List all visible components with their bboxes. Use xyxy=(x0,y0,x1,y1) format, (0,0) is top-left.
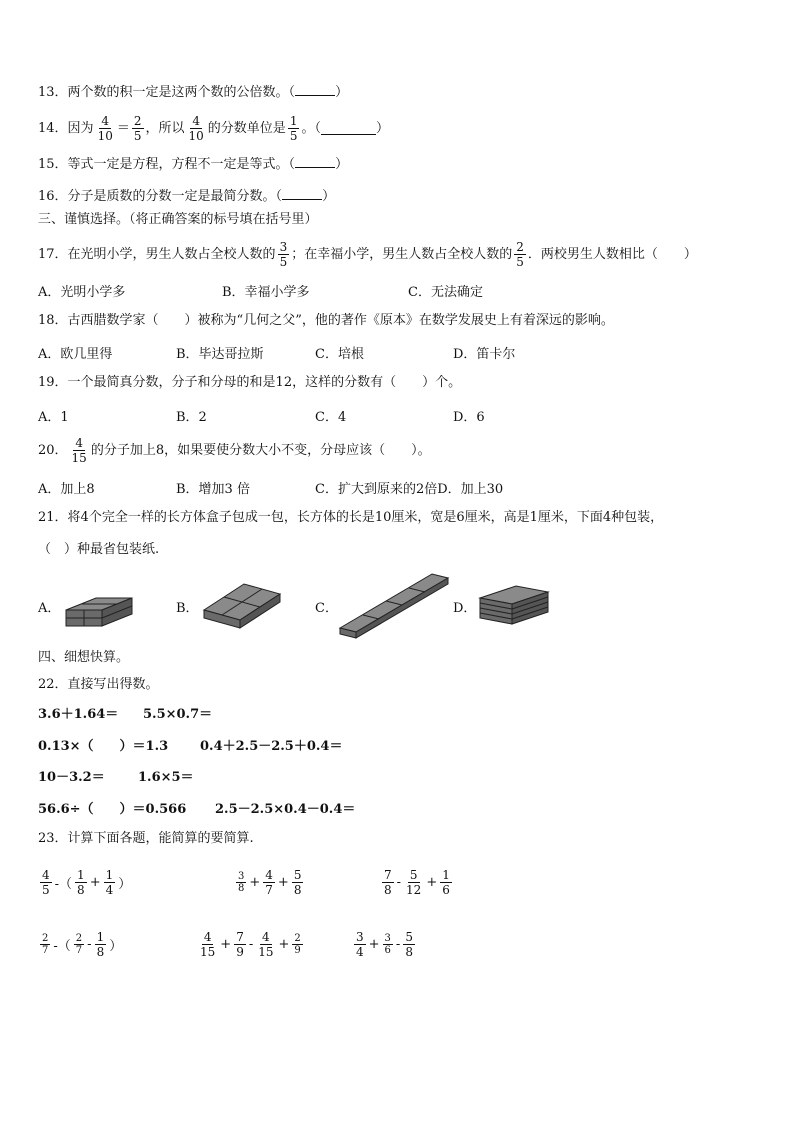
q18-number: 18． xyxy=(38,313,68,328)
q22-title: 直接写出得数。 xyxy=(67,677,159,692)
answer-blank-13[interactable] xyxy=(295,83,335,96)
q17-pre: 在光明小学，男生人数占全校人数的 xyxy=(67,246,276,262)
q17-post: ．两校男生人数相比（ ） xyxy=(527,246,697,262)
q18-option-d[interactable]: D．笛卡尔 xyxy=(453,347,516,362)
q13-close: ） xyxy=(335,85,349,100)
box-package-c-image xyxy=(336,568,452,642)
q17-option-c[interactable]: C．无法确定 xyxy=(408,285,483,300)
q21-option-b[interactable]: B． xyxy=(176,601,199,616)
fraction-4-10 xyxy=(96,114,115,143)
q19-number: 19． xyxy=(38,375,68,390)
q21-option-c[interactable]: C． xyxy=(315,601,338,616)
question-22 xyxy=(38,676,159,694)
q18-text: 古西腊数学家（ ）被称为“几何之父”，他的著作《原本》在数学发展史上有着深远的影响。 xyxy=(67,313,614,328)
q21-option-a[interactable]: A． xyxy=(38,601,61,616)
q18-option-b[interactable]: B．毕达哥拉斯 xyxy=(176,347,264,362)
q18-option-c[interactable]: C．培根 xyxy=(315,347,364,362)
question-19 xyxy=(38,374,461,392)
numerator: 2 xyxy=(133,114,142,128)
numerator: 4 xyxy=(75,436,83,450)
denominator: 15 xyxy=(71,451,87,465)
q14-mid2: 的分数单位是 xyxy=(207,120,286,136)
fraction-4-10-b xyxy=(187,114,206,143)
q17-mid: ；在幸福小学，男生人数占全校人数的 xyxy=(291,246,513,262)
q19-option-b[interactable]: B．2 xyxy=(176,410,207,425)
denominator: 5 xyxy=(133,129,142,143)
question-14 xyxy=(38,114,389,143)
question-20 xyxy=(38,436,431,465)
q18-option-a[interactable]: A．欧几里得 xyxy=(38,347,113,362)
q23-title: 计算下面各题，能简算的要简算. xyxy=(67,831,254,846)
denominator: 5 xyxy=(516,255,524,269)
question-18 xyxy=(38,312,614,330)
q19-option-c[interactable]: C．4 xyxy=(315,410,347,425)
q14-post: 。（ xyxy=(301,120,321,136)
q19-option-a[interactable]: A．1 xyxy=(38,410,69,425)
q20-number: 20． xyxy=(38,442,68,458)
question-21-line2: （ ）种最省包装纸. xyxy=(38,542,160,557)
q23-expression-1: $\frac{4}{5}$ -（ $\frac{1}{8}$ + $\frac{1}{4}$ ） xyxy=(42,868,132,897)
q16-close: ） xyxy=(322,189,336,204)
q23-expression-6: $\frac{3}{4}$ + $\frac{3}{6}$ - $\frac{5}{8}$ xyxy=(356,930,413,959)
q16-number: 16． xyxy=(38,189,68,204)
q14-number: 14． xyxy=(38,120,68,136)
answer-blank-14[interactable] xyxy=(321,122,376,135)
q22-row-2-right: 0.4＋2.5－2.5＋0.4＝ xyxy=(200,739,343,754)
q22-number: 22． xyxy=(38,677,68,692)
answer-blank-15[interactable] xyxy=(295,155,335,168)
q23-expression-4: $\frac{2}{7}$ -（ $\frac{2}{7}$ - $\frac{1}{8}$ ） xyxy=(42,930,123,959)
q14-mid: ，所以 xyxy=(145,120,185,136)
q14-close: ） xyxy=(375,120,389,136)
q22-row-1-left: 3.6＋1.64＝ xyxy=(38,707,119,722)
q15-number: 15． xyxy=(38,157,68,172)
answer-blank-16[interactable] xyxy=(282,187,322,200)
q20-option-a[interactable]: A．加上8 xyxy=(38,482,95,497)
question-21 xyxy=(38,509,663,527)
section-3-heading: 三、谨慎选择。（将正确答案的标号填在括号里） xyxy=(38,212,318,227)
q17-option-a[interactable]: A．光明小学多 xyxy=(38,285,126,300)
q23-expression-2: $\frac{3}{8}$ + $\frac{4}{7}$ + $\frac{5}{8}$ xyxy=(238,868,302,897)
fraction-4-15 xyxy=(70,436,89,465)
q20-text: 的分子加上8，如果要使分数大小不变，分母应该（ ）。 xyxy=(90,442,431,458)
question-17 xyxy=(38,240,697,269)
question-15 xyxy=(38,155,348,174)
q21-number: 21． xyxy=(38,510,68,525)
fraction-2-5-b xyxy=(514,240,526,269)
equals-sign: ＝ xyxy=(116,120,130,136)
denominator: 5 xyxy=(289,129,298,143)
box-package-d-image xyxy=(476,582,552,628)
box-package-b-image xyxy=(198,578,288,632)
q14-pre: 因为 xyxy=(67,120,94,136)
numerator: 4 xyxy=(192,114,200,128)
q23-number: 23． xyxy=(38,831,68,846)
q23-expression-3: $\frac{7}{8}$ - $\frac{5}{12}$ + $\frac{1}{6}$ xyxy=(384,868,450,897)
q22-row-3-right: 1.6×5＝ xyxy=(138,770,194,785)
q16-text: 分子是质数的分数一定是最简分数。（ xyxy=(67,189,283,204)
q22-row-2-left: 0.13×（ ）＝1.3 xyxy=(38,739,169,754)
q22-row-3-left: 10－3.2＝ xyxy=(38,770,105,785)
q23-expression-5: $\frac{4}{15}$ + $\frac{7}{9}$ - $\frac{4}{15}$ + $\frac{2}{9}$ xyxy=(200,930,301,959)
denominator: 10 xyxy=(188,129,204,143)
question-13 xyxy=(38,83,348,102)
question-16 xyxy=(38,187,335,206)
q15-text: 等式一定是方程，方程不一定是等式。（ xyxy=(67,157,296,172)
q22-row-4-right: 2.5－2.5×0.4－0.4＝ xyxy=(215,802,356,817)
q13-number: 13． xyxy=(38,85,68,100)
q21-text: 将4个完全一样的长方体盒子包成一包，长方体的长是10厘米，宽是6厘米，高是1厘米，下面4种包装， xyxy=(67,510,664,525)
q19-text: 一个最简真分数，分子和分母的和是12，这样的分数有（ ）个。 xyxy=(67,375,462,390)
q19-option-d[interactable]: D．6 xyxy=(453,410,485,425)
denominator: 10 xyxy=(97,129,113,143)
q13-text: 两个数的积一定是这两个数的公倍数。（ xyxy=(67,85,296,100)
fraction-2-5 xyxy=(132,114,144,143)
box-package-a-image xyxy=(60,578,140,632)
question-23 xyxy=(38,830,254,848)
q22-row-4-left: 56.6÷（ ）＝0.566 xyxy=(38,802,187,817)
q21-option-d[interactable]: D． xyxy=(453,601,477,616)
denominator: 5 xyxy=(279,255,288,269)
numerator: 4 xyxy=(101,114,110,128)
numerator: 3 xyxy=(279,240,288,254)
fraction-3-5 xyxy=(278,240,290,269)
q22-row-1-right: 5.5×0.7＝ xyxy=(143,707,213,722)
q15-close: ） xyxy=(335,157,349,172)
numerator: 2 xyxy=(516,240,524,254)
fraction-1-5 xyxy=(288,114,300,143)
section-4-heading: 四、细想快算。 xyxy=(38,650,130,665)
q20-option-c[interactable]: C．扩大到原来的2倍D．加上30 xyxy=(315,482,504,497)
q20-option-b[interactable]: B．增加3 倍 xyxy=(176,482,250,497)
q17-number: 17． xyxy=(38,246,68,262)
numerator: 1 xyxy=(289,114,298,128)
q17-option-b[interactable]: B．幸福小学多 xyxy=(222,285,310,300)
